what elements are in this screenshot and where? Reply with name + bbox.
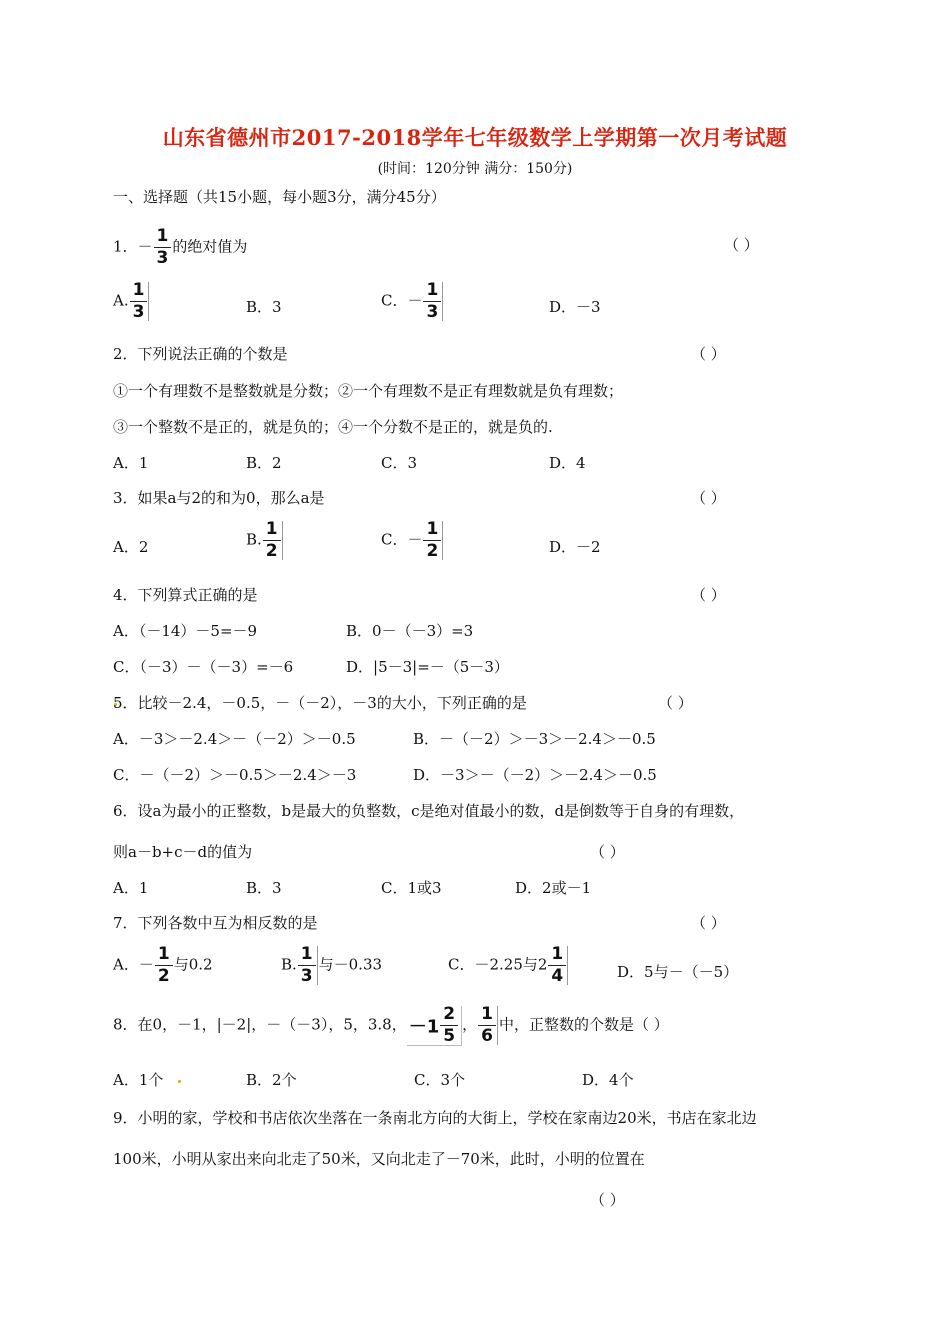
question-1-stem — [113, 228, 247, 267]
q9-answer-paren: （ ） — [590, 1191, 625, 1209]
q7-option-a — [113, 946, 213, 985]
q8-f-num: 1 — [478, 1006, 496, 1026]
q8-mixed-whole: －1 — [408, 1016, 440, 1038]
q4-option-b: B．0－（－3）=3 — [346, 622, 474, 640]
q8-mixed-number — [407, 1006, 462, 1046]
q1-frac-den: 3 — [156, 248, 169, 268]
question-2-stem: 2．下列说法正确的个数是 — [113, 345, 288, 363]
question-7-stem: 7．下列各数中互为相反数的是 — [113, 914, 318, 932]
q1-option-a-fraction — [130, 282, 150, 321]
q7-c-den: 4 — [551, 966, 564, 986]
q2-option-d: D．4 — [549, 454, 586, 472]
q3-option-c-fraction — [423, 521, 443, 560]
q2-option-c: C．3 — [381, 454, 418, 472]
q4-option-d: D．|5－3|=－（5－3） — [346, 658, 509, 676]
q3-option-c — [381, 521, 444, 560]
q5-answer-paren: （ ） — [658, 694, 693, 712]
q1-option-a — [113, 282, 150, 321]
q7-a-den: 2 — [157, 966, 170, 986]
q3-b-num: 1 — [263, 521, 281, 541]
q8-fraction — [478, 1006, 498, 1045]
q3-option-b — [246, 521, 284, 560]
section-heading: 一、选择题（共15小题，每小题3分，满分45分） — [113, 188, 446, 206]
q1-a-den: 3 — [132, 302, 145, 322]
q7-option-a-fraction — [155, 946, 173, 985]
q7-option-b-fraction — [298, 946, 318, 985]
q7-option-b-label: B. — [281, 955, 297, 974]
q8-mixed-fraction — [440, 1006, 458, 1045]
q1-a-num: 1 — [130, 282, 148, 302]
q7-option-b-suffix: 与－0.33 — [318, 955, 383, 974]
q1-fraction — [154, 228, 172, 267]
q2-answer-paren: （ ） — [691, 345, 726, 363]
q5-option-a: A．－3＞－2.4＞－（－2）＞－0.5 — [113, 730, 356, 748]
question-3-stem: 3．如果a与2的和为0，那么a是 — [113, 489, 325, 507]
q8-comma: ， — [462, 1015, 478, 1034]
q3-b-den: 2 — [265, 541, 278, 561]
q7-a-num: 1 — [155, 946, 173, 966]
q1-c-num: 1 — [423, 282, 441, 302]
q2-statement-line-2: ③一个整数不是正的，就是负的；④一个分数不是正的，就是负的. — [113, 418, 553, 436]
q5-option-c: C．－（－2）＞－0.5＞－2.4＞－3 — [113, 766, 357, 784]
q7-answer-paren: （ ） — [691, 914, 726, 932]
q7-option-c — [448, 946, 569, 985]
q1-suffix: 的绝对值为 — [172, 237, 248, 256]
question-9-stem-line-1: 9．小明的家，学校和书店依次坐落在一条南北方向的大街上，学校在家南边20米，书店在家北边 — [113, 1109, 757, 1127]
q7-c-num: 1 — [548, 946, 566, 966]
q7-option-b — [281, 946, 382, 985]
q8-option-b: B．2个 — [246, 1071, 297, 1089]
q8-stem-suffix: 中，正整数的个数是（ ） — [498, 1015, 669, 1034]
q8-mixed-den: 5 — [443, 1026, 456, 1046]
q8-option-d: D．4个 — [582, 1071, 634, 1089]
question-9-stem-line-2: 100米，小明从家出来向北走了50米，又向北走了－70米，此时，小明的位置在 — [113, 1150, 645, 1168]
question-6-stem: 6．设a为最小的正整数，b是最大的负整数，c是绝对值最小的数，d是倒数等于自身的有理数， — [113, 802, 745, 820]
q4-option-a: A．（－14）－5=－9 — [113, 622, 258, 640]
q7-b-num: 1 — [298, 946, 316, 966]
q1-option-a-label: A. — [113, 291, 129, 310]
question-5-stem: 5．比较－2.4，－0.5，－（－2），－3的大小，下列正确的是 — [113, 694, 527, 712]
q6-option-a: A．1 — [113, 879, 149, 897]
q3-option-a: A．2 — [113, 538, 149, 556]
q3-option-b-fraction — [263, 521, 283, 560]
q8-option-c: C．3个 — [414, 1071, 466, 1089]
q8-stem-prefix: 8．在0，－1，|－2|，－（－3），5，3.8， — [113, 1015, 407, 1034]
question-6-stem-line-2: 则a－b+c－d的值为 — [113, 843, 253, 861]
q1-option-d: D．－3 — [549, 298, 601, 316]
q8-f-den: 6 — [481, 1026, 493, 1046]
q6-option-d: D．2或－1 — [515, 879, 592, 897]
q2-option-b: B．2 — [246, 454, 282, 472]
q4-answer-paren: （ ） — [691, 586, 726, 604]
q1-frac-num: 1 — [154, 228, 172, 248]
exam-info: (时间：120分钟 满分：150分) — [377, 161, 573, 177]
q5-option-d: D．－3＞－（－2）＞－2.4＞－0.5 — [413, 766, 657, 784]
q3-option-b-label: B. — [246, 530, 262, 549]
q3-option-c-label: C．－ — [381, 530, 423, 549]
q8-option-a: A．1个 — [113, 1071, 164, 1089]
q7-option-c-label: C．－2.25与2 — [448, 955, 548, 974]
q8-mixed-num: 2 — [440, 1006, 458, 1026]
q1-option-c-fraction — [423, 282, 443, 321]
q1-option-c-label: C．－ — [381, 291, 423, 310]
q6-answer-paren: （ ） — [590, 843, 625, 861]
q3-c-num: 1 — [423, 521, 441, 541]
page-title: 山东省德州市2017-2018学年七年级数学上学期第一次月考试题 — [162, 125, 788, 150]
q6-option-c: C．1或3 — [381, 879, 442, 897]
q1-answer-paren: （ ） — [724, 236, 759, 254]
q1-prefix: 1．－ — [113, 237, 153, 256]
q3-c-den: 2 — [426, 541, 439, 561]
q1-option-c — [381, 282, 444, 321]
q6-option-b: B．3 — [246, 879, 282, 897]
q3-answer-paren: （ ） — [691, 489, 726, 507]
q2-option-a: A．1 — [113, 454, 149, 472]
q1-option-b: B．3 — [246, 298, 282, 316]
question-8-stem — [113, 1006, 669, 1046]
q1-c-den: 3 — [426, 302, 439, 322]
q3-option-d: D．－2 — [549, 538, 601, 556]
q2-statement-line-1: ①一个有理数不是整数就是分数；②一个有理数不是正有理数就是负有理数； — [113, 382, 624, 400]
q5-option-b: B．－（－2）＞－3＞－2.4＞－0.5 — [413, 730, 656, 748]
artifact-dot — [178, 1080, 181, 1083]
q7-option-a-label: A．－ — [113, 955, 154, 974]
q7-option-c-fraction — [548, 946, 568, 985]
q4-option-c: C．（－3）－（－3）=－6 — [113, 658, 294, 676]
q7-option-a-suffix: 与0.2 — [173, 955, 213, 974]
q7-option-d: D．5与－（－5） — [617, 963, 739, 981]
question-4-stem: 4．下列算式正确的是 — [113, 586, 258, 604]
q7-b-den: 3 — [300, 966, 313, 986]
